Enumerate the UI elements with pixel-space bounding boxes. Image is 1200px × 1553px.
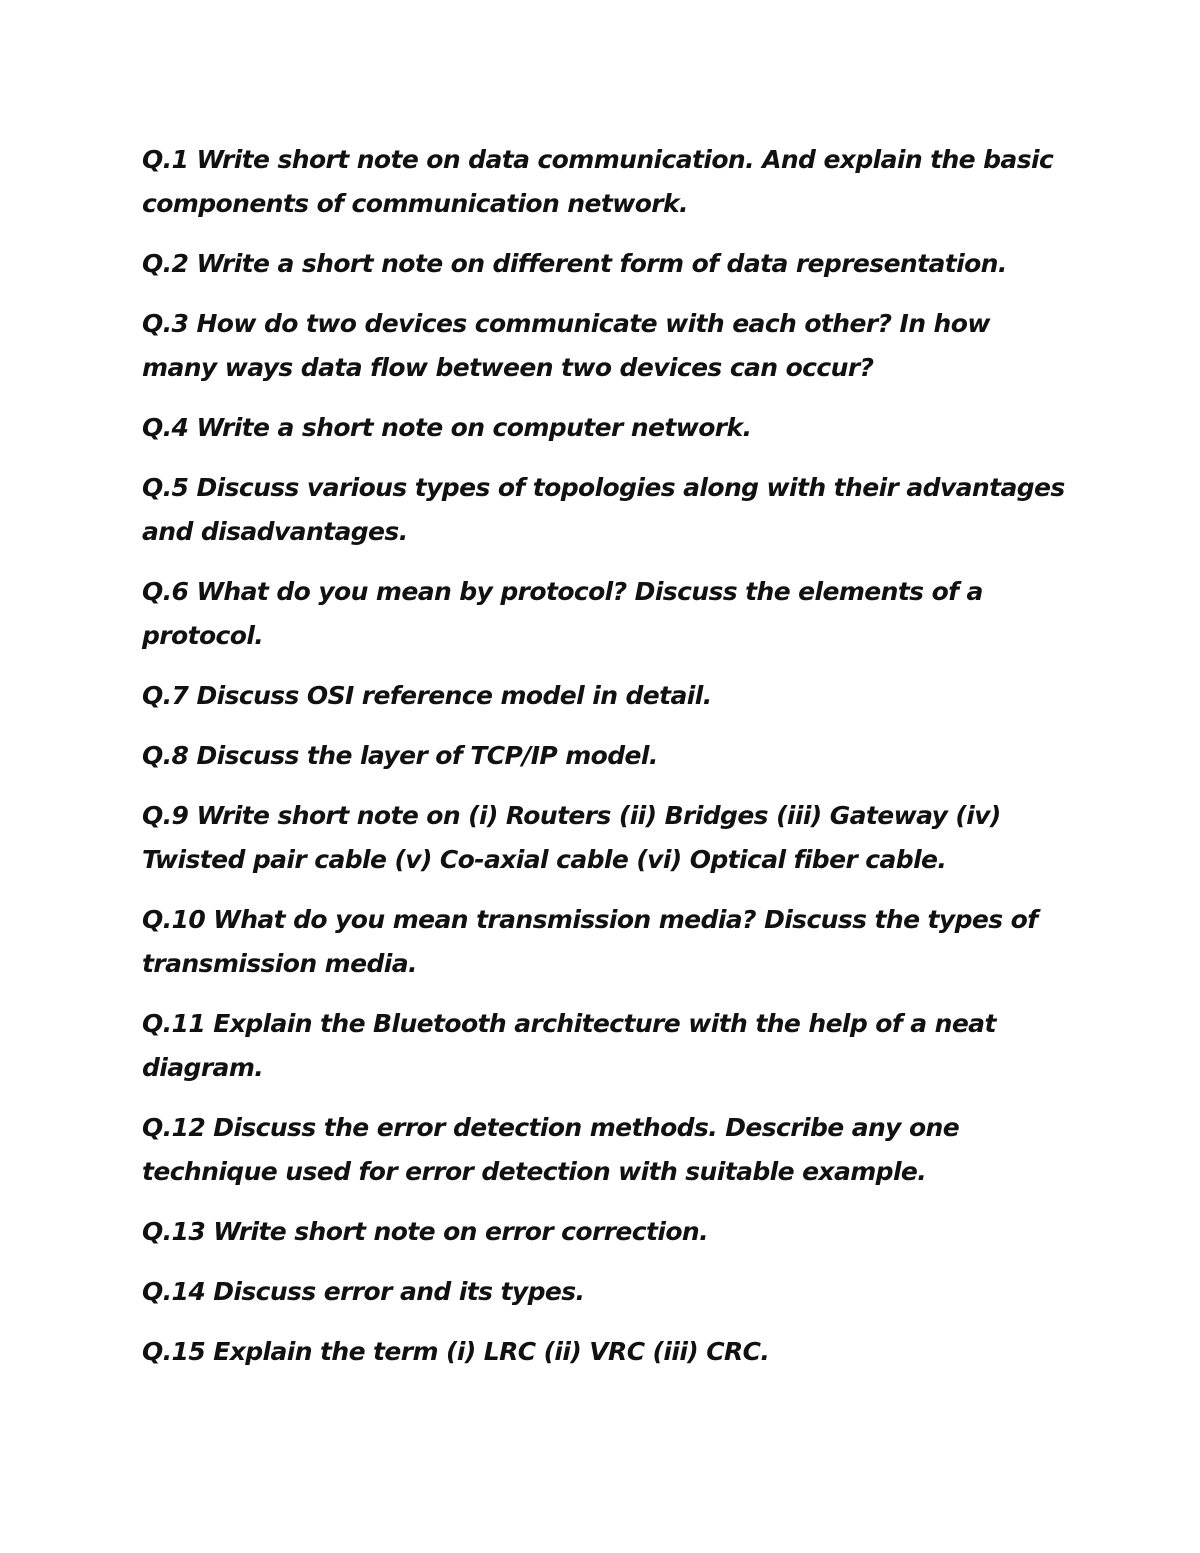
question-12: Q.12 Discuss the error detection methods. Describe any one technique used for error detection with suitable example. — [142, 1113, 960, 1186]
question-10: Q.10 What do you mean transmission media? Discuss the types of transmission media. — [142, 905, 1038, 978]
question-2: Q.2 Write a short note on different form of data representation. — [142, 249, 1007, 278]
question-3: Q.3 How do two devices communicate with each other? In how many ways data flow between two devices can occur? — [142, 309, 990, 382]
question-7: Q.7 Discuss OSI reference model in detail. — [142, 681, 712, 710]
question-4: Q.4 Write a short note on computer network. — [142, 413, 752, 442]
question-9: Q.9 Write short note on (i) Routers (ii) Bridges (iii) Gateway (iv) Twisted pair cable (v) Co-axial cable (vi) Optical fiber cable. — [142, 801, 1001, 874]
question-8: Q.8 Discuss the layer of TCP/IP model. — [142, 741, 658, 770]
question-1: Q.1 Write short note on data communication. And explain the basic components of communication network. — [142, 145, 1054, 218]
question-list — [142, 138, 1072, 1390]
question-13: Q.13 Write short note on error correction. — [142, 1217, 708, 1246]
question-11: Q.11 Explain the Bluetooth architecture with the help of a neat diagram. — [142, 1009, 996, 1082]
question-6: Q.6 What do you mean by protocol? Discuss the elements of a protocol. — [142, 577, 983, 650]
question-14: Q.14 Discuss error and its types. — [142, 1277, 585, 1306]
question-15: Q.15 Explain the term (i) LRC (ii) VRC (iii) CRC. — [142, 1337, 770, 1366]
question-5: Q.5 Discuss various types of topologies along with their advantages and disadvantages. — [142, 473, 1065, 546]
